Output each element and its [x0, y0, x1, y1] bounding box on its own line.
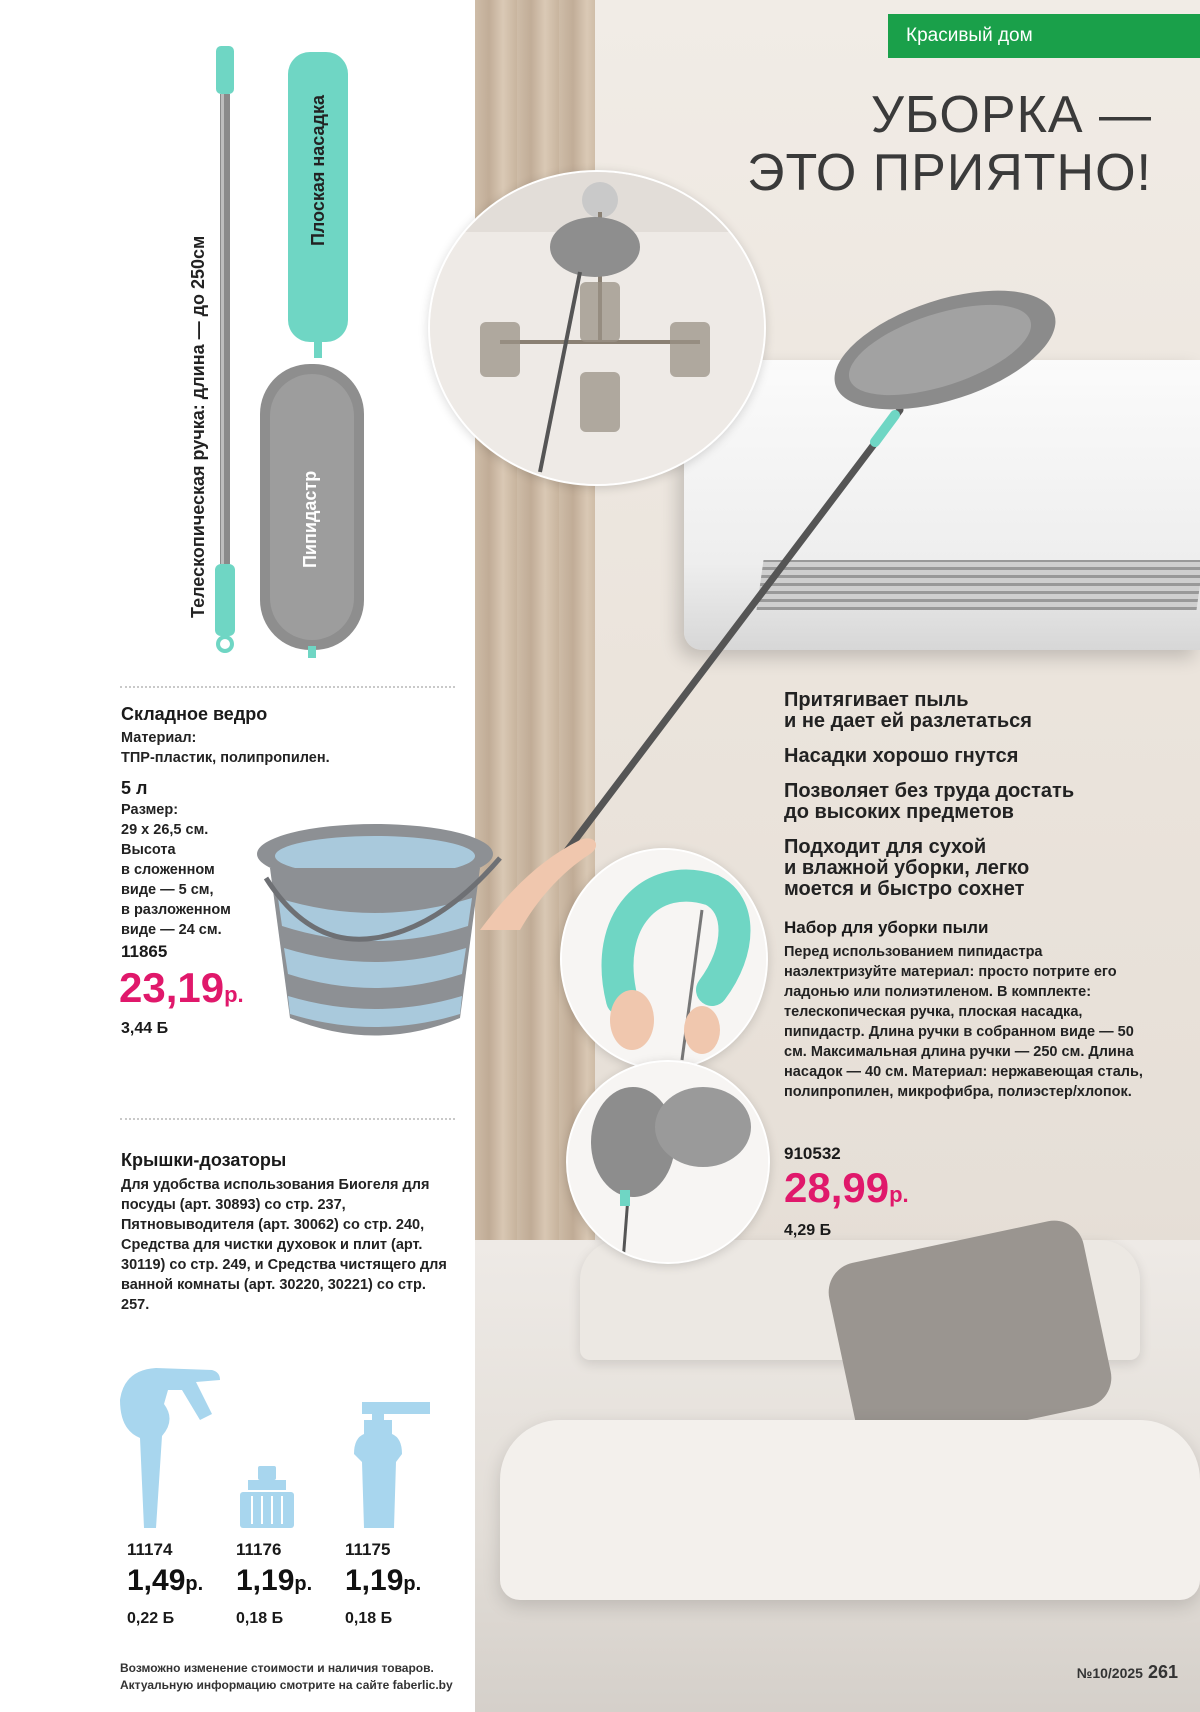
dispenser-price — [127, 1564, 203, 1598]
dispenser-price-value: 1,49 — [127, 1564, 186, 1597]
headline-line-2: ЭТО ПРИЯТНО! — [747, 144, 1152, 202]
dispenser-price-currency: р. — [403, 1573, 422, 1595]
headline-line-1: УБОРКА — — [870, 86, 1152, 144]
bucket-title: Складное ведро — [121, 704, 268, 724]
hero-product-title: Набор для уборки пыли — [784, 918, 989, 937]
dispenser-sku: 11176 — [236, 1540, 282, 1559]
dispenser-price-value: 1,19 — [345, 1564, 404, 1597]
feature-item: Позволяет без труда достать до высоких предметов — [784, 780, 1075, 823]
flat-nozzle-inset — [560, 848, 768, 1070]
flat-nozzle-callout: Плоская насадка — [308, 95, 328, 246]
bucket-sku: 11865 — [121, 942, 168, 961]
hero-price-currency: р. — [889, 1182, 909, 1207]
dispenser-bonus: 0,18 Б — [345, 1610, 393, 1627]
dispenser-price — [345, 1564, 421, 1598]
hero-price-value: 28,99 — [784, 1164, 890, 1211]
bucket-size: Размер: 29 х 26,5 см. Высота в сложенном виде — 5 см, в разложенном виде — 24 см. — [121, 802, 231, 938]
footer-note-line: Актуальную информацию смотрите на сайте faberlic.by — [120, 1678, 453, 1692]
duster-callout: Пипидастр — [300, 470, 320, 568]
sofa-seat — [500, 1420, 1200, 1600]
dispensers-title: Крышки-дозаторы — [121, 1150, 287, 1170]
feature-item: Подходит для сухой и влажной уборки, легко моется и быстро сохнет — [784, 836, 1030, 900]
dispenser-price — [236, 1564, 312, 1598]
hero-product-description: Перед использованием пипидастра наэлектризуйте материал: просто потрите его ладонью или полиэтиленом. В комплекте: телескопическая ручка, плоская насадка, пипидастр. Длина ручки в собранном виде — 50 см. Максимальная длина ручки — 250 см. Длина насадок — 40 см. Материал: нержавеющая сталь, полипропилен, микрофибра, полиэстер/хлопок. — [784, 944, 1143, 1100]
hero-product-price — [784, 1164, 909, 1212]
flip-cap-icon — [238, 1464, 298, 1530]
trigger-sprayer-icon — [116, 1360, 236, 1530]
bent-duster-illustration — [568, 1062, 768, 1262]
divider — [120, 686, 455, 688]
dispenser-sku: 11175 — [345, 1540, 391, 1559]
dispensers-description: Для удобства использования Биогеля для посуды (арт. 30893) со стр. 237, Пятновыводителя (арт. 30062) со стр. 240, Средства для чистки духовок и плит (арт. 30119) со стр. 249, и Средства чистящего для ванной комнаты (арт. 30220, 30221) со стр. 257. — [121, 1177, 447, 1313]
dispenser-bonus: 0,18 Б — [236, 1610, 284, 1627]
handle-callout: Телескопическая ручка: длина — до 250см — [188, 235, 208, 618]
flat-nozzle-illustration — [562, 850, 766, 1068]
bucket-material-label: Материал: — [121, 730, 197, 746]
dispenser-price-currency: р. — [294, 1573, 313, 1595]
dispenser-sku: 11174 — [127, 1540, 173, 1559]
hero-product-bonus: 4,29 Б — [784, 1222, 832, 1239]
dispenser-bonus: 0,22 Б — [127, 1610, 175, 1627]
page-number — [1077, 1662, 1178, 1683]
page-number-value: 261 — [1147, 1662, 1178, 1682]
bent-duster-inset — [566, 1060, 770, 1264]
bucket-price — [119, 964, 244, 1012]
issue-number: №10/2025 — [1076, 1665, 1143, 1681]
bucket-price-value: 23,19 — [119, 964, 225, 1011]
page-headline — [747, 86, 1152, 202]
footer-note-line: Возможно изменение стоимости и наличия товаров. — [120, 1661, 434, 1675]
feature-list — [784, 690, 1164, 914]
dispenser-price-value: 1,19 — [236, 1564, 295, 1597]
bucket-price-currency: р. — [224, 982, 244, 1007]
footer-note — [120, 1660, 453, 1694]
chandelier-inset — [428, 170, 766, 486]
hero-product-sku: 910532 — [784, 1144, 841, 1163]
bucket-volume: 5 л — [121, 778, 148, 798]
duster-head-photo — [820, 280, 1070, 440]
bucket-material: ТПР-пластик, полипропилен. — [121, 750, 330, 766]
section-tag: Красивый дом — [888, 14, 1200, 58]
chandelier-illustration — [430, 172, 764, 484]
feature-item: Насадки хорошо гнутся — [784, 745, 1019, 767]
telescopic-handle-image — [205, 44, 245, 654]
bucket-bonus: 3,44 Б — [121, 1020, 169, 1037]
feature-item: Притягивает пыль и не дает ей разлетаться — [784, 689, 1032, 732]
pump-dispenser-icon — [344, 1400, 434, 1530]
folding-bucket-image — [250, 818, 510, 1050]
divider — [120, 1118, 455, 1120]
dispenser-price-currency: р. — [185, 1573, 204, 1595]
